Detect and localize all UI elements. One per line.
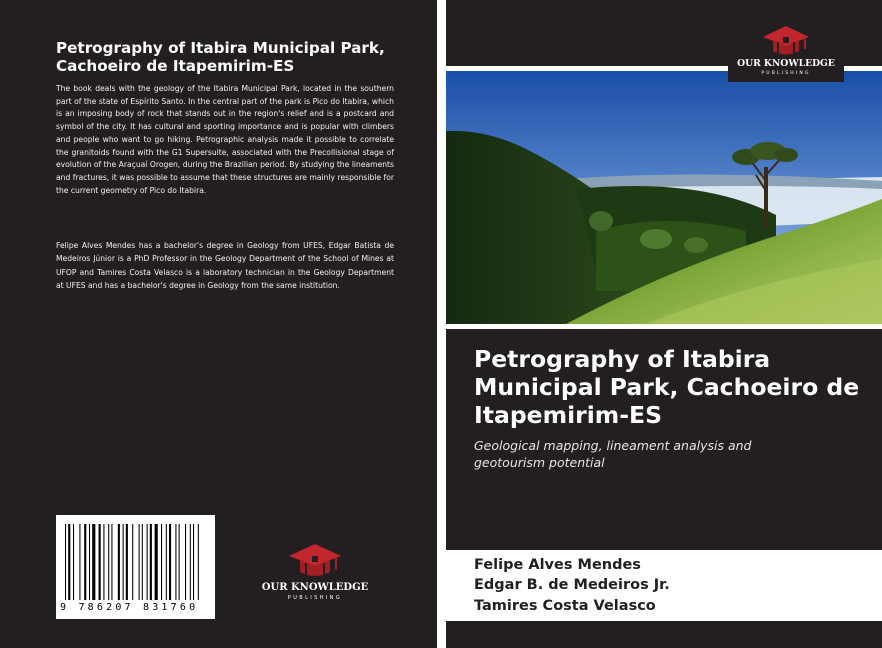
photo-bottom-border <box>446 324 882 329</box>
front-cover-title: Petrography of Itabira Municipal Park, Cachoeiro de Itapemirim-ES <box>474 345 860 429</box>
barcode-bar <box>79 524 80 600</box>
front-cover-subtitle: Geological mapping, lineament analysis and geotourism potential <box>474 438 752 470</box>
author-name: Tamires Costa Velasco <box>474 598 656 614</box>
barcode-bar <box>150 524 152 600</box>
barcode-bar <box>142 524 143 600</box>
barcode-bar <box>92 524 95 600</box>
barcode-bar <box>68 524 70 600</box>
barcode-icon <box>65 524 206 600</box>
isbn-number: 9 786207 831760 <box>60 602 199 613</box>
landscape-photo <box>446 71 882 324</box>
barcode-bar <box>118 524 120 600</box>
barcode-bar <box>169 524 171 600</box>
author-biography: Felipe Alves Mendes has a bachelor's degree in Geology from UFES, Edgar Batista de Medeiros Júnior is a PhD Professor in the Geology Department of the School of Mines at UFOP and Tamires Costa Velasco is a laboratory technician in the Geology Department at UFES and has a bachelor's degree in Geology from the same institution. <box>56 241 394 291</box>
barcode-bar <box>190 524 191 600</box>
barcode-bar <box>198 524 199 600</box>
cover-divider <box>437 0 446 648</box>
publisher-sub: PUBLISHING <box>287 595 343 601</box>
front-publisher-logo-box <box>728 12 844 82</box>
barcode-bar <box>179 524 180 600</box>
isbn-barcode <box>56 515 215 619</box>
graduation-cap-icon <box>763 26 809 55</box>
barcode-bar <box>89 524 90 600</box>
barcode-bar <box>139 524 140 600</box>
front-publisher-sub: PUBLISHING <box>761 71 811 76</box>
barcode-bar <box>123 524 124 600</box>
barcode-bar <box>185 524 186 600</box>
book-description: The book deals with the geology of the Itabira Municipal Park, located in the southern part of the state of Espírito Santo. In the central part of the park is Pico do Itabira, which is an imposing body of rock that stands out in the region's relief and is a postcard and symbol of the city. It has cultural and sporting importance and is popular with climbers and people who want to go hiking. Petrographic analysis made it possible to correlate the granitoids found with the G1 Supersuite, associated with the Precollisional stage of evolution of the Araçuaí Orogen, during the Brazilian period. By studying the lineaments and fractures, it was possible to assume that these structures are mainly responsible for the current geometry of Pico do Itabira. <box>56 84 394 195</box>
barcode-bar <box>65 524 66 600</box>
barcode-bar <box>155 524 158 600</box>
front-publisher-logo <box>728 12 844 82</box>
barcode-bar <box>84 524 86 600</box>
barcode-bar <box>175 524 176 600</box>
barcode-bar <box>132 524 133 600</box>
barcode-bar <box>147 524 148 600</box>
barcode-bar <box>73 524 74 600</box>
graduation-cap-icon <box>289 544 341 577</box>
front-publisher-name: OUR KNOWLEDGE <box>737 58 835 69</box>
publisher-logo <box>262 542 368 604</box>
publisher-name: OUR KNOWLEDGE <box>262 582 368 593</box>
back-cover-title: Petrography of Itabira Municipal Park, Cachoeiro de Itapemirim-ES <box>56 39 385 75</box>
barcode-bar <box>108 524 109 600</box>
author-name: Felipe Alves Mendes <box>474 557 641 573</box>
barcode-bar <box>193 524 194 600</box>
barcode-bar <box>111 524 112 600</box>
barcode-bar <box>161 524 162 600</box>
authors-box <box>446 550 882 621</box>
barcode-bar <box>99 524 101 600</box>
mountain-landscape-photo-icon <box>446 71 882 324</box>
back-cover <box>0 0 437 648</box>
front-cover <box>446 0 882 648</box>
author-name: Edgar B. de Medeiros Jr. <box>474 577 670 593</box>
barcode-bar <box>103 524 104 600</box>
barcode-bar <box>126 524 128 600</box>
barcode-bar <box>166 524 167 600</box>
